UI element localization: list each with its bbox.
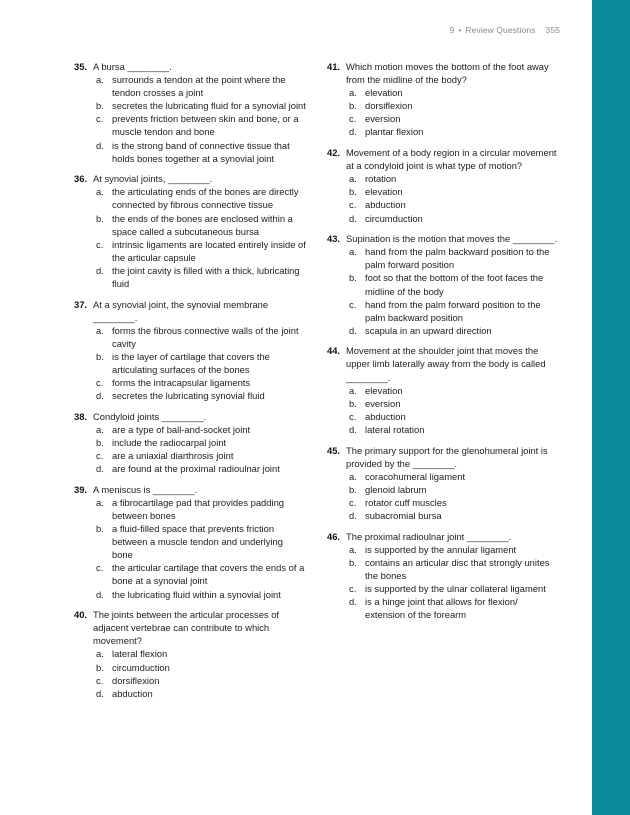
answer-option xyxy=(327,397,559,410)
option-text: glenoid labrum xyxy=(365,483,427,495)
question-text: At a synovial joint, the synovial membrane ________. xyxy=(93,298,269,323)
question-text: At synovial joints, ________. xyxy=(93,173,213,185)
option-text: subacromial bursa xyxy=(365,510,442,521)
option-letter: a. xyxy=(96,74,104,86)
question-block xyxy=(74,608,306,700)
option-letter: b. xyxy=(96,350,104,362)
option-text: lateral flexion xyxy=(112,648,168,660)
option-text: foot so that the bottom of the foot faces the midline of the body xyxy=(365,272,544,297)
question-block xyxy=(327,344,559,436)
running-header xyxy=(300,25,560,35)
option-text: coracohumeral ligament xyxy=(365,470,466,482)
option-letter: a. xyxy=(96,496,104,508)
answer-option xyxy=(74,561,306,587)
answer-options xyxy=(327,470,559,522)
answer-option xyxy=(74,112,306,138)
option-text: eversion xyxy=(365,397,401,409)
question-stem xyxy=(327,232,559,245)
answer-option xyxy=(327,470,559,483)
option-text: the ends of the bones are enclosed within a space called a subcutaneous bursa xyxy=(112,212,293,237)
option-letter: a. xyxy=(96,186,104,198)
option-text: abduction xyxy=(365,199,406,211)
option-letter: c. xyxy=(96,113,104,125)
question-stem xyxy=(74,60,306,73)
option-text: prevents friction between skin and bone, or a muscle tendon and bone xyxy=(112,113,299,138)
answer-option xyxy=(74,350,306,376)
answer-option xyxy=(327,582,559,595)
question-stem xyxy=(327,60,559,86)
option-text: forms the fibrous connective walls of the joint cavity xyxy=(112,324,299,349)
option-letter: a. xyxy=(349,543,357,555)
option-text: contains an articular disc that strongly unites the bones xyxy=(365,556,550,581)
option-letter: b. xyxy=(96,212,104,224)
question-number: 45. xyxy=(327,444,341,456)
option-text: abduction xyxy=(365,410,406,422)
left-column xyxy=(74,60,306,707)
option-letter: a. xyxy=(349,173,357,185)
question-block xyxy=(327,444,559,523)
option-text: elevation xyxy=(365,186,403,198)
question-number: 40. xyxy=(74,609,88,621)
question-stem xyxy=(327,344,559,383)
section-title: Review Questions xyxy=(465,25,536,35)
right-column xyxy=(327,60,559,629)
question-block xyxy=(327,146,559,225)
option-letter: b. xyxy=(349,483,357,495)
answer-option xyxy=(327,496,559,509)
answer-option xyxy=(74,185,306,211)
answer-option xyxy=(74,661,306,674)
option-letter: d. xyxy=(349,423,357,435)
option-letter: c. xyxy=(349,113,357,125)
question-number: 38. xyxy=(74,410,88,422)
option-text: is a hinge joint that allows for flexion/ extension of the forearm xyxy=(365,596,518,621)
answer-options xyxy=(327,384,559,436)
answer-options xyxy=(74,73,306,165)
option-letter: b. xyxy=(96,100,104,112)
question-number: 37. xyxy=(74,298,88,310)
question-block xyxy=(74,410,306,475)
page-number: 355 xyxy=(545,25,560,35)
option-letter: b. xyxy=(349,397,357,409)
question-number: 39. xyxy=(74,483,88,495)
option-text: secretes the lubricating synovial fluid xyxy=(112,390,265,402)
answer-options xyxy=(74,647,306,699)
option-letter: a. xyxy=(96,324,104,336)
option-letter: c. xyxy=(349,410,357,422)
answer-option xyxy=(327,245,559,271)
question-stem xyxy=(74,608,306,647)
option-text: plantar flexion xyxy=(365,126,424,138)
question-stem xyxy=(327,530,559,543)
answer-option xyxy=(327,125,559,138)
question-stem xyxy=(327,146,559,172)
option-text: elevation xyxy=(365,87,403,99)
answer-option xyxy=(74,674,306,687)
answer-options xyxy=(327,86,559,138)
option-text: include the radiocarpal joint xyxy=(112,437,227,449)
answer-option xyxy=(74,376,306,389)
answer-option xyxy=(327,483,559,496)
option-text: is the layer of cartilage that covers the articulating surfaces of the bones xyxy=(112,350,270,376)
answer-options xyxy=(74,324,306,403)
answer-option xyxy=(327,410,559,423)
answer-option xyxy=(327,185,559,198)
option-text: rotation xyxy=(365,173,397,185)
option-text: dorsiflexion xyxy=(365,100,413,112)
question-stem xyxy=(327,444,559,470)
question-number: 41. xyxy=(327,61,341,72)
answer-option xyxy=(327,198,559,211)
question-text: A bursa ________. xyxy=(93,61,172,72)
question-text: The primary support for the glenohumeral joint is provided by the ________. xyxy=(346,444,548,469)
answer-option xyxy=(74,264,306,290)
answer-option xyxy=(327,86,559,99)
answer-option xyxy=(327,423,559,436)
header-separator: • xyxy=(458,25,462,35)
option-text: the articulating ends of the bones are directly connected by fibrous connective tissue xyxy=(112,186,299,211)
option-text: lateral rotation xyxy=(365,423,425,435)
answer-option xyxy=(327,99,559,112)
option-letter: b. xyxy=(349,100,357,112)
answer-option xyxy=(327,112,559,125)
question-block xyxy=(327,530,559,622)
answer-option xyxy=(74,462,306,475)
question-number: 36. xyxy=(74,173,88,185)
option-letter: a. xyxy=(349,470,357,482)
chapter-number: 9 xyxy=(449,25,455,35)
option-text: scapula in an upward direction xyxy=(365,324,492,336)
option-letter: b. xyxy=(96,523,104,535)
option-letter: d. xyxy=(349,510,357,521)
option-letter: b. xyxy=(349,186,357,198)
option-letter: a. xyxy=(349,87,357,99)
option-letter: c. xyxy=(96,238,104,250)
option-text: secretes the lubricating fluid for a synovial joint xyxy=(112,100,306,112)
question-number: 44. xyxy=(327,345,341,357)
answer-option xyxy=(327,172,559,185)
option-letter: c. xyxy=(349,496,357,508)
option-text: are found at the proximal radioulnar joint xyxy=(112,463,280,475)
question-stem xyxy=(74,483,306,496)
question-block xyxy=(327,232,559,337)
answer-option xyxy=(327,556,559,582)
answer-option xyxy=(74,389,306,402)
option-letter: c. xyxy=(96,674,104,686)
answer-option xyxy=(327,543,559,556)
option-text: rotator cuff muscles xyxy=(365,496,447,508)
answer-option xyxy=(327,595,559,621)
question-number: 35. xyxy=(74,61,88,72)
option-text: dorsiflexion xyxy=(112,674,160,686)
answer-option xyxy=(327,271,559,297)
question-text: The joints between the articular processes of adjacent vertebrae can contribute to which movement? xyxy=(93,609,280,647)
answer-option xyxy=(327,509,559,522)
option-text: is the strong band of connective tissue that holds bones together at a synovial joint xyxy=(112,139,290,164)
option-text: the lubricating fluid within a synovial joint xyxy=(112,588,281,600)
option-text: abduction xyxy=(112,687,153,699)
option-text: is supported by the annular ligament xyxy=(365,543,517,555)
question-text: Which motion moves the bottom of the foot away from the midline of the body? xyxy=(346,61,549,86)
question-number: 42. xyxy=(327,147,341,159)
option-text: circumduction xyxy=(112,661,170,673)
option-letter: a. xyxy=(96,648,104,660)
answer-option xyxy=(74,139,306,165)
answer-option xyxy=(74,436,306,449)
question-text: Movement of a body region in a circular movement at a condyloid joint is what type of motion? xyxy=(346,147,557,172)
answer-option xyxy=(327,212,559,225)
option-text: are a uniaxial diarthrosis joint xyxy=(112,450,234,462)
question-number: 43. xyxy=(327,233,341,245)
answer-option xyxy=(74,423,306,436)
question-number: 46. xyxy=(327,530,341,542)
answer-options xyxy=(74,185,306,290)
answer-options xyxy=(327,543,559,622)
answer-option xyxy=(74,687,306,700)
option-letter: a. xyxy=(96,423,104,435)
option-letter: c. xyxy=(349,582,357,594)
option-letter: a. xyxy=(349,384,357,396)
answer-option xyxy=(74,449,306,462)
answer-option xyxy=(74,324,306,350)
option-text: hand from the palm backward position to the palm forward position xyxy=(365,246,550,271)
option-text: hand from the palm forward position to the palm backward position xyxy=(365,298,541,323)
answer-option xyxy=(74,73,306,99)
question-text: Supination is the motion that moves the ________. xyxy=(346,233,558,245)
option-text: a fibrocartilage pad that provides padding between bones xyxy=(112,496,284,521)
question-text: The proximal radioulnar joint ________. xyxy=(346,530,512,542)
answer-option xyxy=(74,588,306,601)
option-letter: d. xyxy=(96,463,104,475)
option-text: the joint cavity is filled with a thick, lubricating fluid xyxy=(112,264,300,289)
answer-option xyxy=(74,496,306,522)
question-block xyxy=(74,483,306,601)
answer-option xyxy=(74,238,306,264)
option-text: forms the intracapsular ligaments xyxy=(112,377,251,389)
option-text: circumduction xyxy=(365,212,423,224)
answer-options xyxy=(74,423,306,475)
option-letter: d. xyxy=(349,212,357,224)
option-letter: d. xyxy=(349,126,357,138)
option-letter: c. xyxy=(349,298,357,310)
option-letter: d. xyxy=(96,687,104,699)
question-block xyxy=(74,172,306,290)
question-stem xyxy=(74,298,306,324)
option-letter: a. xyxy=(349,246,357,258)
option-text: elevation xyxy=(365,384,403,396)
option-letter: d. xyxy=(96,588,104,600)
answer-options xyxy=(327,245,559,337)
question-block xyxy=(74,298,306,403)
option-letter: c. xyxy=(349,199,357,211)
answer-option xyxy=(327,384,559,397)
option-text: are a type of ball-and-socket joint xyxy=(112,423,251,435)
answer-option xyxy=(74,522,306,561)
option-text: is supported by the ulnar collateral ligament xyxy=(365,582,546,594)
answer-options xyxy=(74,496,306,601)
option-letter: d. xyxy=(96,264,104,276)
chapter-color-bar xyxy=(592,0,630,815)
question-block xyxy=(327,60,559,139)
answer-options xyxy=(327,172,559,224)
option-letter: c. xyxy=(96,377,104,389)
option-letter: b. xyxy=(96,661,104,673)
question-text: Condyloid joints ________. xyxy=(93,410,207,422)
option-text: a fluid-filled space that prevents friction between a muscle tendon and underlying bone xyxy=(112,523,283,561)
answer-option xyxy=(74,647,306,660)
option-text: the articular cartilage that covers the ends of a bone at a synovial joint xyxy=(112,562,305,587)
question-text: Movement at the shoulder joint that moves the upper limb laterally away from the body is called ________. xyxy=(346,345,546,383)
answer-option xyxy=(74,212,306,238)
answer-option xyxy=(327,324,559,337)
option-text: eversion xyxy=(365,113,401,125)
option-letter: b. xyxy=(349,272,357,284)
option-letter: d. xyxy=(96,139,104,151)
question-stem xyxy=(74,410,306,423)
answer-option xyxy=(74,99,306,112)
option-letter: b. xyxy=(96,437,104,449)
question-text: A meniscus is ________. xyxy=(93,483,198,495)
answer-option xyxy=(327,298,559,324)
question-stem xyxy=(74,172,306,185)
option-text: intrinsic ligaments are located entirely inside of the articular capsule xyxy=(112,238,306,263)
option-letter: c. xyxy=(96,450,104,462)
option-letter: d. xyxy=(96,390,104,402)
option-text: surrounds a tendon at the point where the tendon crosses a joint xyxy=(112,74,286,99)
option-letter: c. xyxy=(96,562,104,574)
option-letter: d. xyxy=(349,324,357,336)
option-letter: d. xyxy=(349,596,357,608)
question-block xyxy=(74,60,306,165)
option-letter: b. xyxy=(349,556,357,568)
